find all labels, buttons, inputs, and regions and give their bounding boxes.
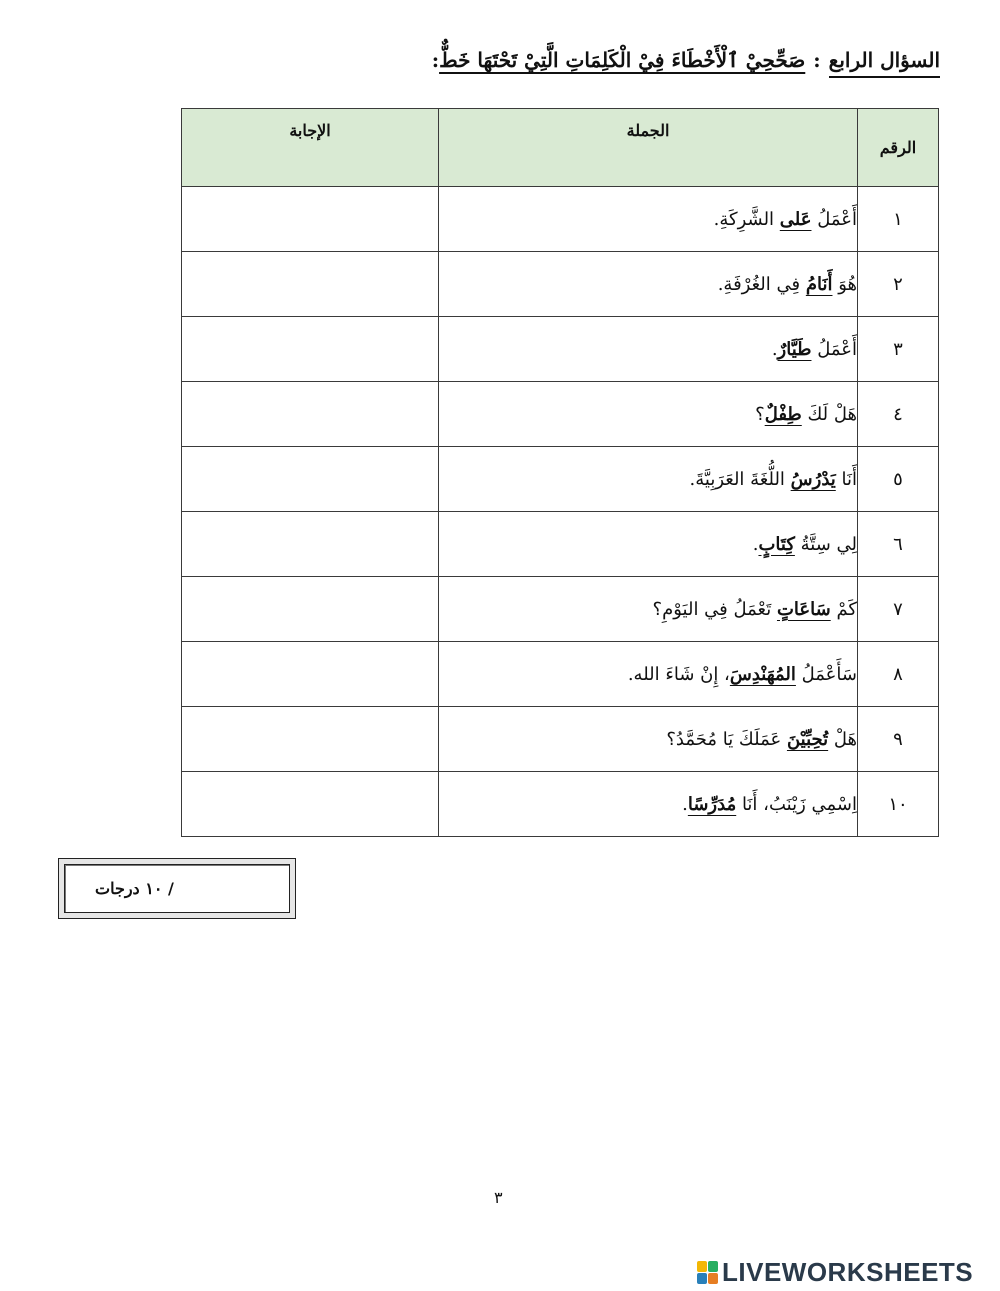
row-sentence — [439, 447, 858, 512]
table-row — [182, 317, 939, 382]
logo-tile — [697, 1261, 707, 1272]
table-header-row — [182, 109, 939, 187]
row-sentence — [439, 187, 858, 252]
row-number: ١ — [858, 187, 939, 252]
sentence-post: عَمَلَكَ يَا مُحَمَّدُ؟ — [666, 728, 787, 750]
header-sentence: الجملة — [439, 109, 858, 187]
header-number: الرقم — [858, 109, 939, 187]
row-sentence — [439, 577, 858, 642]
answer-field[interactable] — [182, 382, 439, 447]
question-end-colon: : — [431, 48, 440, 72]
page-number: ٣ — [494, 1188, 503, 1207]
row-sentence — [439, 772, 858, 837]
exercise-table — [181, 108, 939, 837]
answer-field[interactable] — [182, 642, 439, 707]
sentence-post: . — [682, 793, 688, 815]
sentence-pre: أَعْمَلُ — [811, 338, 857, 360]
row-sentence — [439, 382, 858, 447]
question-separator: : — [813, 48, 821, 72]
answer-field[interactable] — [182, 577, 439, 642]
sentence-post: الشَّرِكَةِ. — [713, 208, 780, 230]
underlined-word: أَنَامُ — [805, 273, 833, 295]
sentence-pre: سَأَعْمَلُ — [795, 663, 857, 685]
row-number: ٦ — [858, 512, 939, 577]
sentence-post: تَعْمَلُ فِي اليَوْمِ؟ — [652, 598, 777, 620]
underlined-word: المُهَنْدِسَ — [729, 663, 796, 685]
row-number: ٢ — [858, 252, 939, 317]
answer-field[interactable] — [182, 252, 439, 317]
row-number: ٣ — [858, 317, 939, 382]
underlined-word: يَدْرُسُ — [790, 468, 836, 490]
logo-tile — [708, 1273, 718, 1284]
row-number: ٤ — [858, 382, 939, 447]
underlined-word: سَاعَاتٍ — [776, 598, 831, 620]
score-text: / ١٠ درجات — [95, 879, 174, 898]
answer-field[interactable] — [182, 707, 439, 772]
logo-tile — [697, 1273, 707, 1284]
table-row — [182, 577, 939, 642]
row-sentence — [439, 707, 858, 772]
underlined-word: طِفْلٌ — [764, 403, 802, 425]
liveworksheets-wordmark: LIVEWORKSHEETS — [722, 1256, 974, 1287]
underlined-word: عَلى — [779, 208, 812, 230]
answer-field[interactable] — [182, 772, 439, 837]
score-box-inner — [64, 864, 290, 913]
answer-field[interactable] — [182, 447, 439, 512]
answer-field[interactable] — [182, 512, 439, 577]
row-number: ٨ — [858, 642, 939, 707]
question-label: السؤال الرابع — [829, 48, 940, 78]
sentence-pre: أَنَا — [835, 468, 857, 490]
row-number: ٩ — [858, 707, 939, 772]
sentence-pre: كَمْ — [830, 598, 857, 620]
table-row — [182, 252, 939, 317]
score-box — [58, 858, 296, 919]
underlined-word: مُدَرِّسًا — [687, 793, 737, 815]
sentence-pre: هُوَ — [832, 273, 857, 295]
sentence-pre: هَلْ — [828, 728, 857, 750]
header-answer: الإجابة — [182, 109, 439, 187]
underlined-word: كِتَابٍ — [758, 533, 795, 555]
row-number: ١٠ — [858, 772, 939, 837]
liveworksheets-tiles-icon — [697, 1261, 718, 1284]
row-sentence — [439, 252, 858, 317]
answer-field[interactable] — [182, 317, 439, 382]
sentence-post: . — [771, 338, 778, 360]
row-sentence — [439, 512, 858, 577]
table-row — [182, 382, 939, 447]
answer-field[interactable] — [182, 187, 439, 252]
logo-tile — [708, 1261, 718, 1272]
table-row — [182, 447, 939, 512]
sentence-post: ؟ — [755, 403, 765, 425]
table-row — [182, 707, 939, 772]
sentence-pre: هَلْ لَكَ — [801, 403, 857, 425]
sentence-post: . — [752, 533, 759, 555]
table-row — [182, 772, 939, 837]
sentence-pre: أَعْمَلُ — [811, 208, 857, 230]
row-sentence — [439, 317, 858, 382]
table-row — [182, 642, 939, 707]
question-title — [432, 48, 940, 72]
sentence-pre: لِي سِتَّةُ — [794, 533, 857, 555]
sentence-post: اللُّغَةَ العَرَبِيَّةَ. — [689, 468, 791, 490]
underlined-word: تُحِبِّيْنَ — [786, 728, 829, 750]
underlined-word: طَيَّارٌ — [777, 338, 812, 360]
liveworksheets-logo — [697, 1257, 973, 1287]
row-number: ٥ — [858, 447, 939, 512]
sentence-post: ، إِنْ شَاءَ الله. — [627, 663, 730, 685]
row-number: ٧ — [858, 577, 939, 642]
sentence-pre: اِسْمِي زَيْنَبُ، أَنَا — [736, 793, 857, 815]
table-row — [182, 512, 939, 577]
row-sentence — [439, 642, 858, 707]
table-row — [182, 187, 939, 252]
sentence-post: فِي الغُرْفَةِ. — [717, 273, 806, 295]
question-instruction: صَحِّحِيْ ٱلْأَخْطَاءَ فِيْ الْكَلِمَاتِ الَّتِيْ تَحْتَهَا خَطٌّ — [439, 48, 806, 72]
